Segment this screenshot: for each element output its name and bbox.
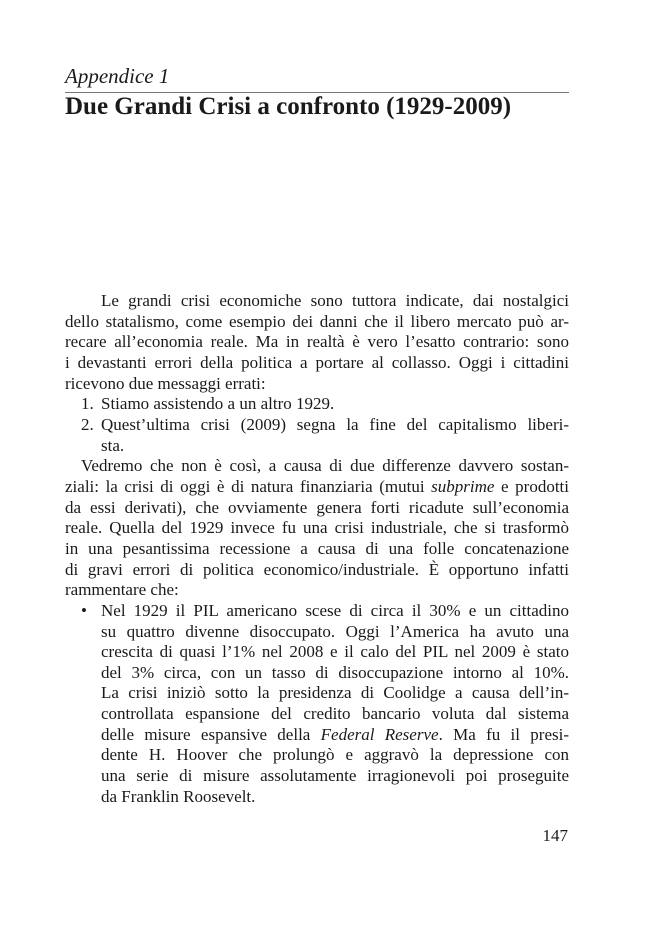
- text-line: i devastanti errori della politica a portare al collasso. Oggi i cittadini: [65, 352, 569, 372]
- bullet-item: [65, 601, 569, 808]
- page-number: 147: [542, 826, 568, 845]
- list-item: [65, 394, 569, 415]
- list-number: 2.: [81, 414, 94, 434]
- text-line: da Franklin Roosevelt.: [101, 786, 256, 806]
- text-line: Le grandi crisi economiche sono tuttora indicate, dai nostalgici: [101, 291, 569, 310]
- text-segment: ziali: la crisi di oggi è di natura finanziaria (mutui: [65, 476, 432, 496]
- text-line: Vedremo che non è così, a causa di due differenze davvero sostan-: [81, 456, 569, 476]
- text-line: Quest’ultima crisi (2009) segna la fine del capitalismo liberi-: [101, 414, 569, 434]
- text-line: del 3% circa, con un tasso di disoccupazione intorno al 10%.: [101, 662, 569, 682]
- text-line: [101, 725, 569, 746]
- text-line: crescita di quasi l’1% nel 2008 e il calo del PIL nel 2009 è stato: [101, 642, 569, 662]
- text-line: [65, 477, 569, 498]
- text-line: ricevono due messaggi errati:: [65, 373, 266, 393]
- text-line: di gravi errori di politica economico/industriale. È opportuno infatti: [65, 559, 569, 579]
- text-line: recare all’economia reale. Ma in realtà è vero l’esatto contrario: sono: [65, 332, 569, 352]
- appendix-label: Appendice 1: [65, 64, 170, 88]
- text-line: rammentare che:: [65, 580, 179, 600]
- italic-term: subprime: [431, 476, 495, 496]
- text-line: su quattro divenne disoccupato. Oggi l’America ha avuto una: [101, 621, 569, 641]
- list-number: 1.: [81, 394, 94, 414]
- body-text: [65, 291, 569, 807]
- text-line: reale. Quella del 1929 invece fu una crisi industriale, che si trasformò: [65, 518, 569, 538]
- text-segment: delle misure espansive della: [101, 724, 321, 744]
- text-segment: . Ma fu il presi-: [438, 724, 569, 744]
- text-line: una serie di misure assolutamente irragionevoli poi proseguite: [101, 766, 569, 786]
- text-line: sta.: [101, 435, 125, 455]
- text-line: in una pesantissima recessione a causa di una folle concatenazione: [65, 538, 569, 558]
- text-line: controllata espansione del credito bancario voluta dal sistema: [101, 704, 569, 724]
- bullet-icon: •: [81, 600, 87, 620]
- text-line: da essi derivati), che ovviamente genera forti ricadute sull’economia: [65, 497, 569, 517]
- text-line: dente H. Hoover che prolungò e aggravò la depressione con: [101, 745, 569, 765]
- list-item: [65, 415, 569, 456]
- chapter-title: Due Grandi Crisi a confronto (1929-2009): [65, 93, 512, 120]
- text-line: Nel 1929 il PIL americano scese di circa il 30% e un cittadino: [101, 600, 569, 620]
- text-line: dello statalismo, come esempio dei danni che il libero mercato può ar-: [65, 311, 569, 331]
- italic-term: Federal Reserve: [320, 724, 439, 744]
- text-line: Stiamo assistendo a un altro 1929.: [101, 394, 335, 414]
- text-line: La crisi iniziò sotto la presidenza di Coolidge a causa dell’in-: [101, 683, 569, 703]
- text-segment: e prodotti: [494, 476, 569, 496]
